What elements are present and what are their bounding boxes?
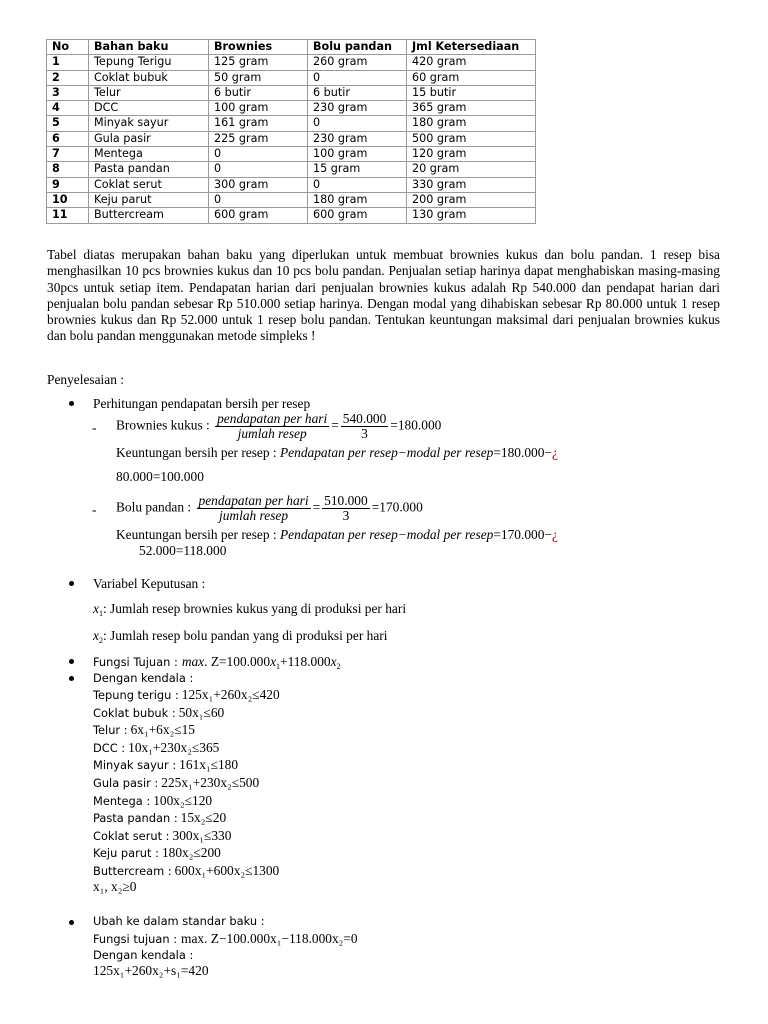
- col-header-brownies: Brownies: [209, 40, 308, 55]
- bullet-icon: [69, 581, 74, 586]
- constraint-expr: 300x₁≤330: [172, 827, 232, 843]
- table-cell: 230 gram: [308, 131, 407, 146]
- table-cell: 330 gram: [407, 177, 536, 192]
- table-cell: 600 gram: [209, 208, 308, 223]
- constraint-line: [93, 739, 219, 757]
- table-cell: 230 gram: [308, 101, 407, 116]
- table-cell: 100 gram: [209, 101, 308, 116]
- kendala-title: Dengan kendala :: [93, 671, 194, 685]
- table-cell: 500 gram: [407, 131, 536, 146]
- table-cell: Telur: [89, 85, 209, 100]
- table-cell: 6: [47, 131, 89, 146]
- table-cell: 100 gram: [308, 147, 407, 162]
- table-row: [47, 131, 536, 146]
- brownies-fraction: $\frac{\text{pendapatan per hari}}{\text{jumlah resep}}$: [217, 411, 328, 441]
- table-cell: 60 gram: [407, 70, 536, 85]
- table-cell: DCC: [89, 101, 209, 116]
- table-cell: Coklat bubuk: [89, 70, 209, 85]
- constraint-label: Coklat bubuk :: [93, 705, 176, 720]
- nonneg-constraint: x₁, x₂≥0: [93, 879, 137, 894]
- table-header-row: [47, 40, 536, 55]
- section2-title: Variabel Keputusan :: [93, 576, 206, 591]
- bolu-calc: Bolu pandan : $\frac{\text{pendapatan per hari}}{\text{jumlah resep}}$ = $\frac{510.000}{3}$ =170.000: [116, 493, 423, 523]
- table-cell: 180 gram: [308, 192, 407, 207]
- constraint-label: Mentega :: [93, 793, 151, 808]
- table-cell: 7: [47, 147, 89, 162]
- table-cell: Coklat serut: [89, 177, 209, 192]
- standar-kendala-title: Dengan kendala :: [93, 948, 194, 962]
- table-cell: 11: [47, 208, 89, 223]
- constraint-expr: 100x₂≤120: [153, 792, 213, 808]
- constraint-line: [93, 756, 238, 774]
- bolu-profit: Keuntungan bersih per resep : Pendapatan per resep−modal per resep=170.000−¿: [116, 527, 558, 542]
- table-cell: 1: [47, 55, 89, 70]
- table-cell: 0: [308, 177, 407, 192]
- bullet-icon: [69, 401, 74, 406]
- table-cell: Keju parut: [89, 192, 209, 207]
- bolu-profit-result: 52.000=118.000: [139, 543, 227, 558]
- table-cell: Gula pasir: [89, 131, 209, 146]
- constraint-line: [93, 774, 259, 792]
- table-cell: 0: [209, 192, 308, 207]
- var-x1: $x_1$: Jumlah resep brownies kukus yang di produksi per hari: [93, 601, 407, 618]
- table-cell: 15 butir: [407, 85, 536, 100]
- table-cell: 2: [47, 70, 89, 85]
- brownies-label: Brownies kukus :: [116, 417, 210, 433]
- col-header-jml: Jml Ketersediaan: [407, 40, 536, 55]
- constraint-label: Minyak sayur :: [93, 758, 177, 773]
- constraint-line: [93, 686, 280, 704]
- table-row: [47, 85, 536, 100]
- section1-title: Perhitungan pendapatan bersih per resep: [93, 396, 311, 411]
- table-row: [47, 192, 536, 207]
- table-cell: 8: [47, 162, 89, 177]
- table-cell: 200 gram: [407, 192, 536, 207]
- col-header-bolu: Bolu pandan: [308, 40, 407, 55]
- table-cell: 0: [308, 70, 407, 85]
- constraint-line: [93, 809, 226, 827]
- table-cell: 600 gram: [308, 208, 407, 223]
- table-cell: 125 gram: [209, 55, 308, 70]
- constraint-label: DCC :: [93, 740, 126, 755]
- constraint-label: Keju parut :: [93, 846, 159, 861]
- constraint-expr: 125x₁+260x₂≤420: [181, 687, 280, 702]
- table-cell: Mentega: [89, 147, 209, 162]
- bullet-icon: [69, 659, 74, 664]
- constraint-expr: 15x₂≤20: [180, 810, 227, 826]
- constraint-label: Pasta pandan :: [93, 811, 178, 826]
- table-cell: 15 gram: [308, 162, 407, 177]
- table-cell: 9: [47, 177, 89, 192]
- table-row: [47, 55, 536, 70]
- table-cell: Tepung Terigu: [89, 55, 209, 70]
- col-header-no: No: [47, 40, 89, 55]
- problem-paragraph: Tabel diatas merupakan bahan baku yang diperlukan untuk membuat brownies kukus dan bolu pandan. 1 resep bisa menghasilkan 10 pcs brownies kukus dan 10 pcs bolu pandan. Penjualan setiap harinya dapat menghabiskan masing-masing 30pcs untuk setiap item. Pendapatan harian dari penjualan brownies kukus adalah Rp 540.000 dan pendapat harian dari penjualan bolu pandan sebesar Rp 510.000 setiap harinya. Dengan modal yang dihabiskan sebesar Rp 80.000 untuk 1 resep brownies kukus dan Rp 52.000 untuk 1 resep bolu pandan. Tentukan keuntungan maksimal dari penjualan brownies kukus dan bolu pandan menggunakan metode simpleks !: [47, 247, 720, 344]
- table-cell: 3: [47, 85, 89, 100]
- constraint-line: [93, 792, 212, 810]
- dash-icon: -: [92, 420, 97, 435]
- brownies-fraction-values: $\frac{540.000}{3}$: [342, 411, 387, 441]
- table-cell: 180 gram: [407, 116, 536, 131]
- constraint-expr: 180x₂≤200: [161, 845, 221, 861]
- constraint-line: [93, 862, 279, 880]
- table-cell: 6 butir: [308, 85, 407, 100]
- table-row: [47, 101, 536, 116]
- brownies-profit: Keuntungan bersih per resep : Pendapatan per resep−modal per resep=180.000−¿: [116, 445, 558, 460]
- bullet-icon: [69, 920, 74, 925]
- table-row: [47, 177, 536, 192]
- constraint-expr: 6x₁+6x₂≤15: [130, 722, 195, 738]
- table-cell: 6 butir: [209, 85, 308, 100]
- standar-fungsi: Fungsi tujuan : max. Z−100.000x₁−118.000x₂=0: [93, 931, 358, 946]
- penyelesaian-heading: Penyelesaian :: [47, 372, 124, 387]
- constraint-label: Telur :: [93, 723, 128, 738]
- bullet-icon: [69, 676, 74, 681]
- constraint-line: [93, 721, 195, 739]
- table-cell: 0: [209, 162, 308, 177]
- table-cell: 0: [308, 116, 407, 131]
- constraint-line: [93, 827, 231, 845]
- table-row: [47, 147, 536, 162]
- table-cell: 5: [47, 116, 89, 131]
- table-cell: 365 gram: [407, 101, 536, 116]
- table-cell: 4: [47, 101, 89, 116]
- bolu-fraction: $\frac{\text{pendapatan per hari}}{\text{jumlah resep}}$: [198, 493, 309, 523]
- dash-icon: -: [92, 502, 97, 517]
- table-cell: Buttercream: [89, 208, 209, 223]
- table-cell: 0: [209, 147, 308, 162]
- constraint-line: [93, 704, 224, 722]
- table-cell: 260 gram: [308, 55, 407, 70]
- table-cell: 120 gram: [407, 147, 536, 162]
- brownies-calc: Brownies kukus : $\frac{\text{pendapatan per hari}}{\text{jumlah resep}}$ = $\frac{540.000}{3}$ =180.000: [116, 411, 442, 441]
- table-row: [47, 208, 536, 223]
- fungsi-tujuan: Fungsi Tujuan : max. $Z=100.000x_1+118.000x_2$: [93, 654, 341, 671]
- table-cell: 20 gram: [407, 162, 536, 177]
- constraint-expr: 161x₁≤180: [179, 757, 239, 773]
- constraint-label: Gula pasir :: [93, 776, 159, 790]
- table-cell: 225 gram: [209, 131, 308, 146]
- constraint-label: Buttercream :: [93, 864, 172, 878]
- table-cell: 420 gram: [407, 55, 536, 70]
- bahan-baku-table: [46, 39, 536, 224]
- constraint-label: Tepung terigu :: [93, 688, 179, 702]
- table-row: [47, 70, 536, 85]
- table-row: [47, 162, 536, 177]
- table-cell: 10: [47, 192, 89, 207]
- table-cell: 161 gram: [209, 116, 308, 131]
- col-header-bahan: Bahan baku: [89, 40, 209, 55]
- constraint-expr: 225x₁+230x₂≤500: [161, 775, 260, 790]
- table-cell: 50 gram: [209, 70, 308, 85]
- constraint-label: Coklat serut :: [93, 828, 170, 843]
- standar-baku-title: Ubah ke dalam standar baku :: [93, 914, 265, 928]
- constraint-expr: 10x₁+230x₂≤365: [128, 739, 220, 755]
- table-cell: 300 gram: [209, 177, 308, 192]
- table-cell: Pasta pandan: [89, 162, 209, 177]
- constraint-expr: 50x₁≤60: [178, 704, 225, 720]
- bolu-label: Bolu pandan :: [116, 499, 192, 515]
- constraint-line: [93, 844, 221, 862]
- table-cell: Minyak sayur: [89, 116, 209, 131]
- table-cell: 130 gram: [407, 208, 536, 223]
- var-x2: $x_2$: Jumlah resep bolu pandan yang di produksi per hari: [93, 628, 388, 645]
- standar-first-constraint: 125x₁+260x₂+s₁=420: [93, 963, 209, 978]
- bolu-fraction-values: $\frac{510.000}{3}$: [324, 493, 368, 523]
- table-row: [47, 116, 536, 131]
- brownies-profit-result: 80.000=100.000: [116, 469, 204, 484]
- constraint-expr: 600x₁+600x₂≤1300: [174, 863, 280, 878]
